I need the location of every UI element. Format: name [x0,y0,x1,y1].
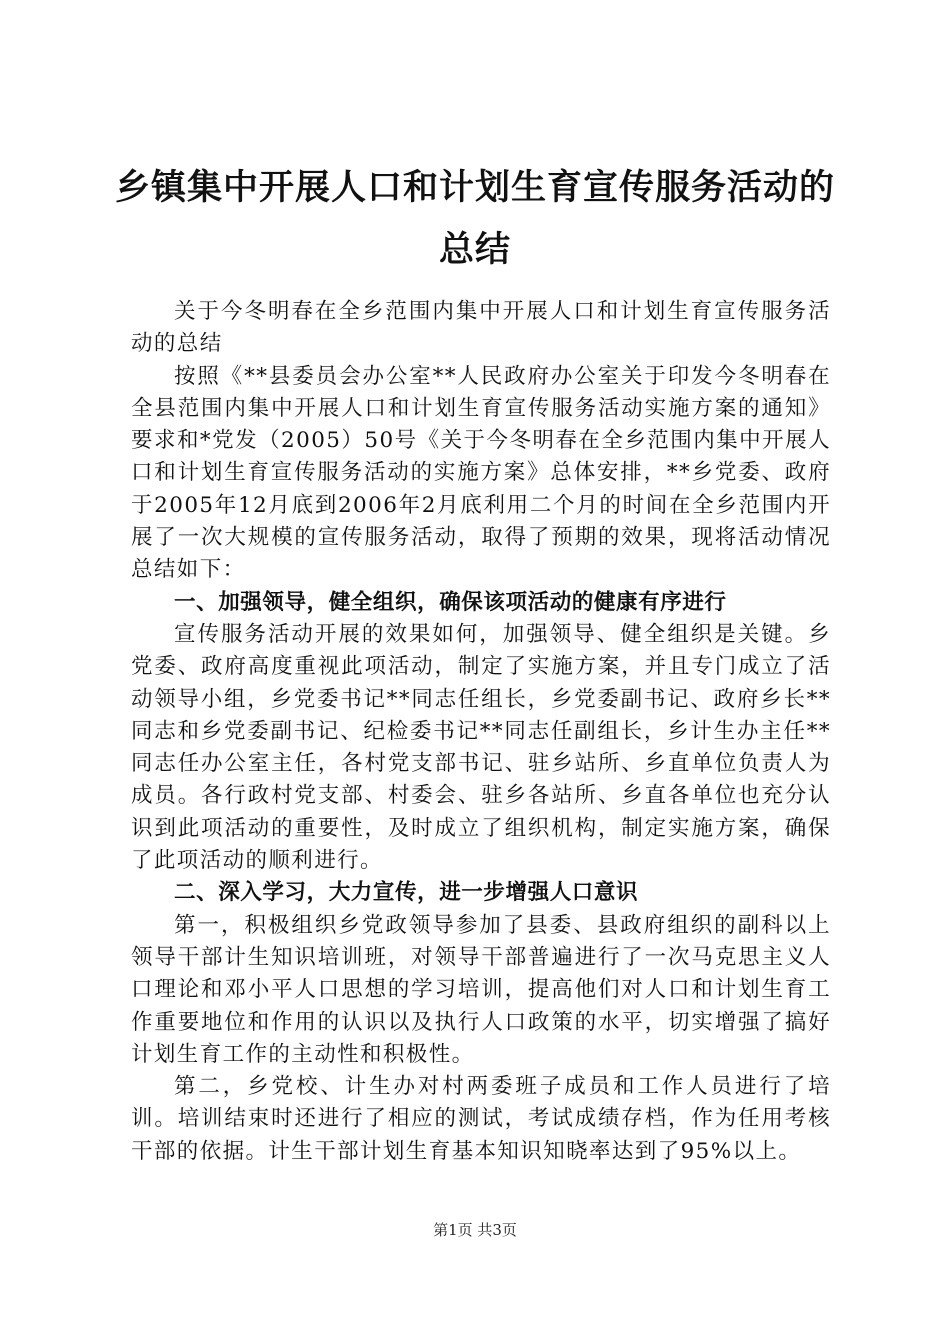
section-2-paragraph-1: 第一，积极组织乡党政领导参加了县委、县政府组织的副科以上领导干部计生知识培训班，对领导干部普遍进行了一次马克思主义人口理论和邓小平人口思想的学习培训，提高他们对人口和计划生育工作重要地位和作用的认识以及执行人口政策的水平，切实增强了搞好计划生育工作的主动性和积极性。 [131,912,831,1067]
section-2-paragraph-2: 第二，乡党校、计生办对村两委班子成员和工作人员进行了培训。培训结束时还进行了相应的测试，考试成绩存档，作为任用考核干部的依据。计生干部计划生育基本知识知晓率达到了95%以上。 [131,1074,831,1164]
page-number-footer: 第1页 共3页 [433,1221,517,1239]
intro-paragraph: 关于今冬明春在全乡范围内集中开展人口和计划生育宣传服务活动的总结 [131,299,831,357]
document-title-line-1: 乡镇集中开展人口和计划生育宣传服务活动的 [114,168,835,208]
document-title-line-2: 总结 [438,230,511,270]
section-heading-2: 二、深入学习，大力宣传，进一步增强人口意识 [174,880,639,906]
background-paragraph: 按照《**县委员会办公室**人民政府办公室关于印发今冬明春在全县范围内集中开展人口和计划生育宣传服务活动实施方案的通知》要求和*党发（2005）50号《关于今冬明春在全乡范围内集中开展人口和计划生育宣传服务活动的实施方案》总体安排，**乡党委、政府于2005年12月底到2006年2月底利用二个月的时间在全乡范围内开展了一次大规模的宣传服务活动，取得了预期的效果，现将活动情况总结如下： [131,363,831,583]
document-body [131,296,831,1168]
section-heading-1: 一、加强领导，健全组织，确保该项活动的健康有序进行 [174,589,727,615]
section-1-paragraph: 宣传服务活动开展的效果如何，加强领导、健全组织是关键。乡党委、政府高度重视此项活动，制定了实施方案，并且专门成立了活动领导小组，乡党委书记**同志任组长，乡党委副书记、政府乡长**同志和乡党委副书记、纪检委书记**同志任副组长，乡计生办主任**同志任办公室主任，各村党支部书记、驻乡站所、乡直单位负责人为成员。各行政村党支部、村委会、驻乡各站所、乡直各单位也充分认识到此项活动的重要性，及时成立了组织机构，制定实施方案，确保了此项活动的顺利进行。 [131,621,831,874]
